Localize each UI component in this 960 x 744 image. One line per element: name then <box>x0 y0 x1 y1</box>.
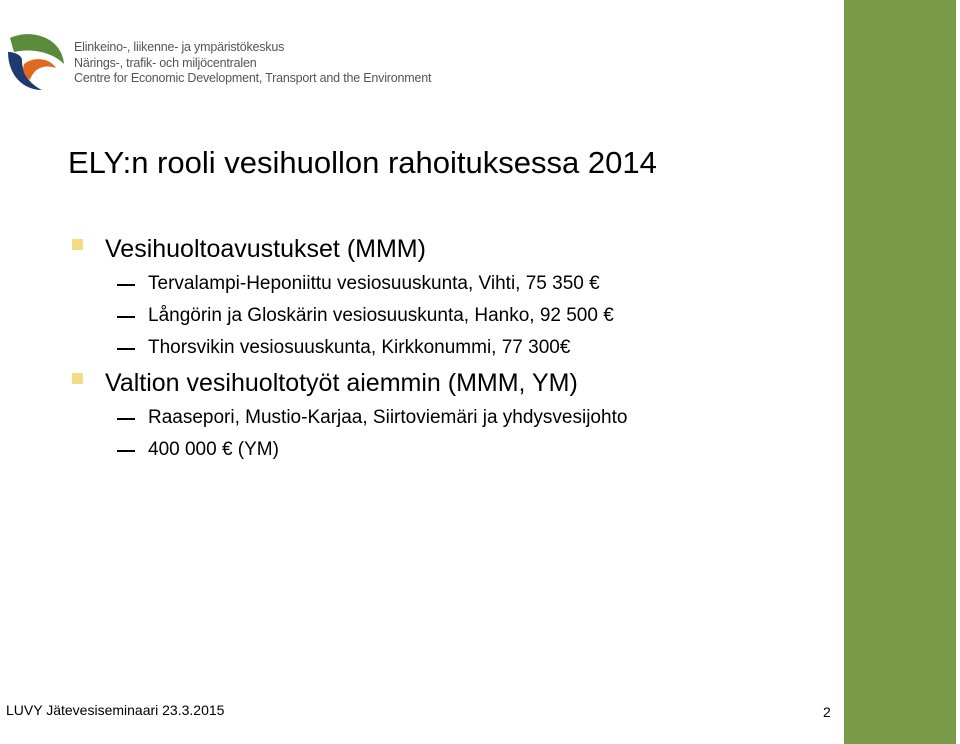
slide-title: ELY:n rooli vesihuollon rahoituksessa 2014 <box>68 145 657 180</box>
page-number: 2 <box>823 704 831 720</box>
dash-bullet-icon <box>117 284 135 286</box>
slide-content <box>0 230 840 466</box>
organization-name <box>74 40 431 87</box>
dash-bullet-icon <box>117 348 135 350</box>
list-item-text: Raasepori, Mustio-Karjaa, Siirtoviemäri ja yhdysvesijohto <box>148 407 628 428</box>
decorative-green-bar <box>844 0 956 744</box>
dash-bullet-icon <box>117 316 135 318</box>
org-name-finnish: Elinkeino-, liikenne- ja ympäristökeskus <box>74 40 285 54</box>
list-item <box>0 402 840 434</box>
list-item <box>0 268 840 300</box>
square-bullet-icon <box>72 373 83 384</box>
list-item-text: Långörin ja Gloskärin vesiosuuskunta, Hanko, 92 500 € <box>148 305 614 326</box>
section-heading-text: Valtion vesihuoltotyöt aiemmin (MMM, YM) <box>105 369 578 397</box>
section-heading-grants <box>0 230 840 268</box>
ely-logo-icon <box>4 30 66 92</box>
list-item <box>0 300 840 332</box>
footer-text: LUVY Jätevesiseminaari 23.3.2015 <box>6 702 225 718</box>
list-item-text: Tervalampi-Heponiittu vesiosuuskunta, Vihti, 75 350 € <box>148 273 600 294</box>
section-heading-text: Vesihuoltoavustukset (MMM) <box>105 235 426 263</box>
list-item-text: 400 000 € (YM) <box>148 439 279 460</box>
section-heading-state-works <box>0 364 840 402</box>
list-item <box>0 332 840 364</box>
square-bullet-icon <box>72 239 83 250</box>
list-item-text: Thorsvikin vesiosuuskunta, Kirkkonummi, 77 300€ <box>148 337 571 358</box>
org-name-swedish: Närings-, trafik- och miljöcentralen <box>74 55 257 70</box>
dash-bullet-icon <box>117 418 135 420</box>
list-item <box>0 434 840 466</box>
org-name-english: Centre for Economic Development, Transport and the Environment <box>74 71 432 85</box>
dash-bullet-icon <box>117 450 135 452</box>
